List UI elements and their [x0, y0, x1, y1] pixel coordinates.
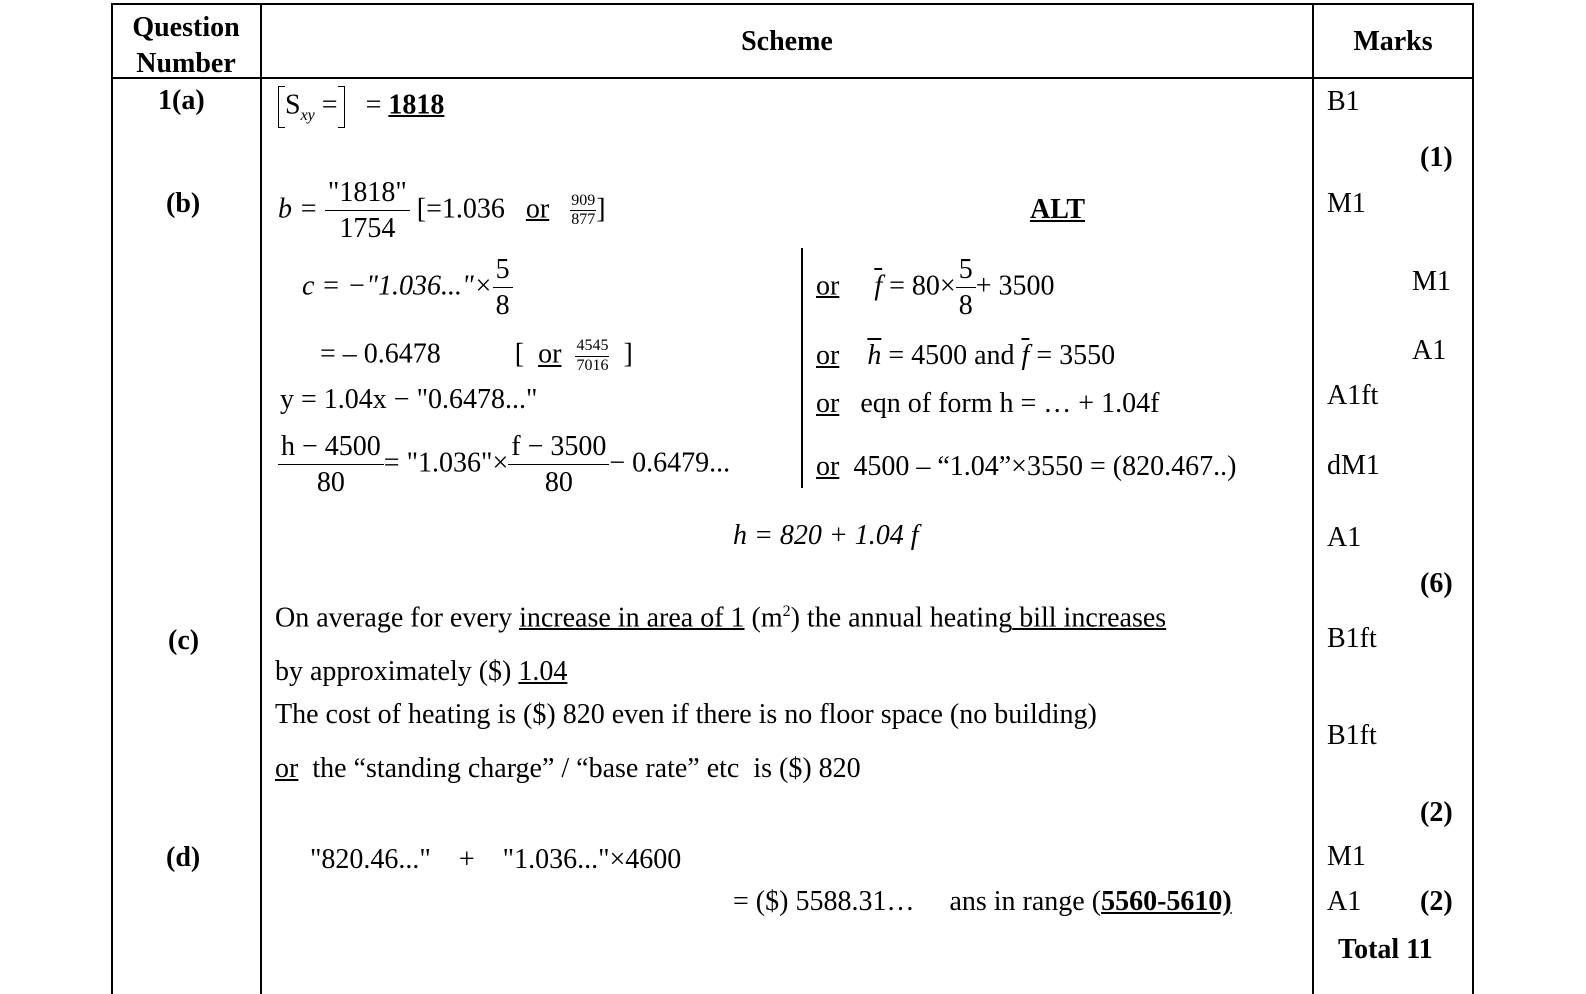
- num: "1818": [325, 178, 410, 211]
- table-border-top: [112, 3, 1474, 5]
- text: ans in range (: [949, 886, 1102, 917]
- plus: +: [458, 844, 475, 875]
- fraction: [278, 432, 384, 498]
- num: f − 3500: [508, 432, 609, 465]
- subtotal: (6): [1420, 568, 1453, 599]
- part-label: 1(a): [158, 85, 205, 116]
- text: the “standing charge” / “base rate” etc is ($) 820: [298, 753, 861, 784]
- f-bar: $\overline{f}$: [874, 270, 883, 302]
- b-equation: [278, 178, 606, 244]
- alt-line-3: [816, 390, 1159, 418]
- text: eqn of form h = … + 1.04f: [860, 388, 1160, 419]
- text: 1.04: [518, 656, 568, 687]
- num: 4545: [575, 338, 609, 357]
- subtotal: (2): [1420, 797, 1453, 828]
- c-line-2: [275, 658, 567, 686]
- bracket: [338, 86, 345, 128]
- sxy-expression: [278, 86, 444, 128]
- text: by approximately ($): [275, 656, 519, 687]
- column-divider: [1312, 3, 1314, 994]
- mark: B1: [1327, 86, 1360, 117]
- sxy-sub: xy: [300, 107, 315, 125]
- answer-range: 5560-5610): [1101, 886, 1232, 917]
- text: 4500 – “1.04”×3550 = (820.467..): [853, 451, 1237, 482]
- c-equation: [302, 255, 513, 321]
- den: 8: [495, 290, 510, 322]
- mid: = "1.036"×: [383, 447, 509, 479]
- fraction: [575, 338, 609, 375]
- mark: M1: [1327, 188, 1366, 219]
- c-line-4: [275, 755, 861, 783]
- table-border-left: [111, 3, 113, 994]
- fraction: [508, 432, 609, 498]
- header-question-number: [112, 10, 260, 82]
- den: 7016: [576, 356, 609, 374]
- grand-total: Total 11: [1338, 934, 1433, 965]
- num: 5: [493, 255, 513, 288]
- d-line-2: [733, 888, 1232, 916]
- c-line-3: The cost of heating is ($) 820 even if there is no floor space (no building): [275, 699, 1097, 730]
- rhs: = 80×: [889, 270, 956, 302]
- num: 909: [570, 193, 596, 212]
- or: or: [525, 193, 550, 225]
- subtotal: (1): [1420, 142, 1453, 173]
- or: or: [816, 388, 840, 419]
- b-value: [=1.036: [416, 193, 505, 225]
- mark: B1ft: [1327, 720, 1377, 751]
- part-label: (c): [168, 625, 200, 656]
- bracket: ]: [596, 193, 606, 225]
- h-f-equation: [278, 432, 730, 498]
- num: h − 4500: [278, 432, 384, 465]
- mark: A1ft: [1327, 380, 1379, 411]
- y-equation: y = 1.04x − "0.6478...": [280, 384, 538, 415]
- c-line-1: [275, 604, 1166, 632]
- mark: B1ft: [1327, 623, 1377, 654]
- fraction: [325, 178, 410, 244]
- text: ) the annual heating: [790, 602, 1013, 634]
- bracket: [: [514, 338, 525, 370]
- text: = ($) 5588.31…: [733, 886, 915, 917]
- bracket: ]: [623, 338, 633, 370]
- header-marks: Marks: [1353, 26, 1433, 57]
- mark: A1: [1412, 335, 1447, 366]
- subtotal: (2): [1420, 886, 1453, 917]
- part-label: (d): [166, 842, 201, 873]
- text: On average for every: [275, 602, 520, 634]
- mark: A1: [1327, 886, 1362, 917]
- b-lhs: b =: [278, 193, 318, 225]
- eq: =: [365, 89, 382, 121]
- text: "820.46...": [310, 844, 431, 875]
- header-line: Number: [136, 48, 236, 79]
- c-lhs: c = −"1.036..."×: [302, 270, 493, 302]
- text: = 3550: [1036, 340, 1116, 371]
- text: increase in area of 1: [519, 602, 745, 634]
- or: or: [816, 451, 840, 482]
- tail: − 0.6479...: [609, 447, 731, 479]
- mark: A1: [1327, 522, 1362, 553]
- or: or: [816, 270, 840, 302]
- final-equation: h = 820 + 1.04 f: [733, 520, 919, 551]
- mark: M1: [1327, 841, 1366, 872]
- den: 80: [316, 467, 345, 499]
- fraction: [570, 193, 596, 230]
- c-val: = – 0.6478: [320, 338, 441, 370]
- alt-line-2: [816, 342, 1115, 370]
- text: bill increases: [1012, 602, 1167, 634]
- part-label: (b): [166, 188, 201, 219]
- fraction: [956, 255, 976, 321]
- answer: 1818: [388, 89, 445, 121]
- mark: M1: [1412, 266, 1451, 297]
- alt-heading: ALT: [1030, 194, 1086, 225]
- text: "1.036..."×4600: [502, 844, 682, 875]
- num: 5: [956, 255, 976, 288]
- c-value: [320, 338, 633, 375]
- column-divider: [260, 3, 262, 994]
- den: 80: [544, 467, 573, 499]
- text: = 4500 and: [888, 340, 1015, 371]
- bracket: [278, 86, 285, 128]
- sup: 2: [782, 603, 791, 620]
- header-scheme: Scheme: [741, 26, 833, 57]
- or: or: [275, 753, 299, 784]
- h-bar: $\overline{h}$: [867, 340, 882, 371]
- or: or: [538, 338, 562, 370]
- den: 877: [571, 211, 596, 229]
- alt-line-4: [816, 453, 1236, 481]
- eq: =: [321, 89, 338, 121]
- sxy: S: [285, 89, 301, 121]
- or: or: [816, 340, 840, 371]
- den: 8: [958, 290, 973, 322]
- alt-divider: [801, 248, 803, 488]
- d-line-1: [310, 846, 681, 874]
- text: (m: [744, 602, 783, 634]
- mark: dM1: [1327, 450, 1380, 481]
- end: + 3500: [975, 270, 1055, 302]
- f-bar: $\overline{f}$: [1021, 340, 1030, 371]
- header-line: Question: [132, 12, 240, 43]
- fraction: [493, 255, 513, 321]
- den: 1754: [339, 213, 396, 245]
- table-border-right: [1472, 3, 1474, 994]
- header-divider: [112, 77, 1474, 79]
- alt-line-1: [816, 255, 1055, 321]
